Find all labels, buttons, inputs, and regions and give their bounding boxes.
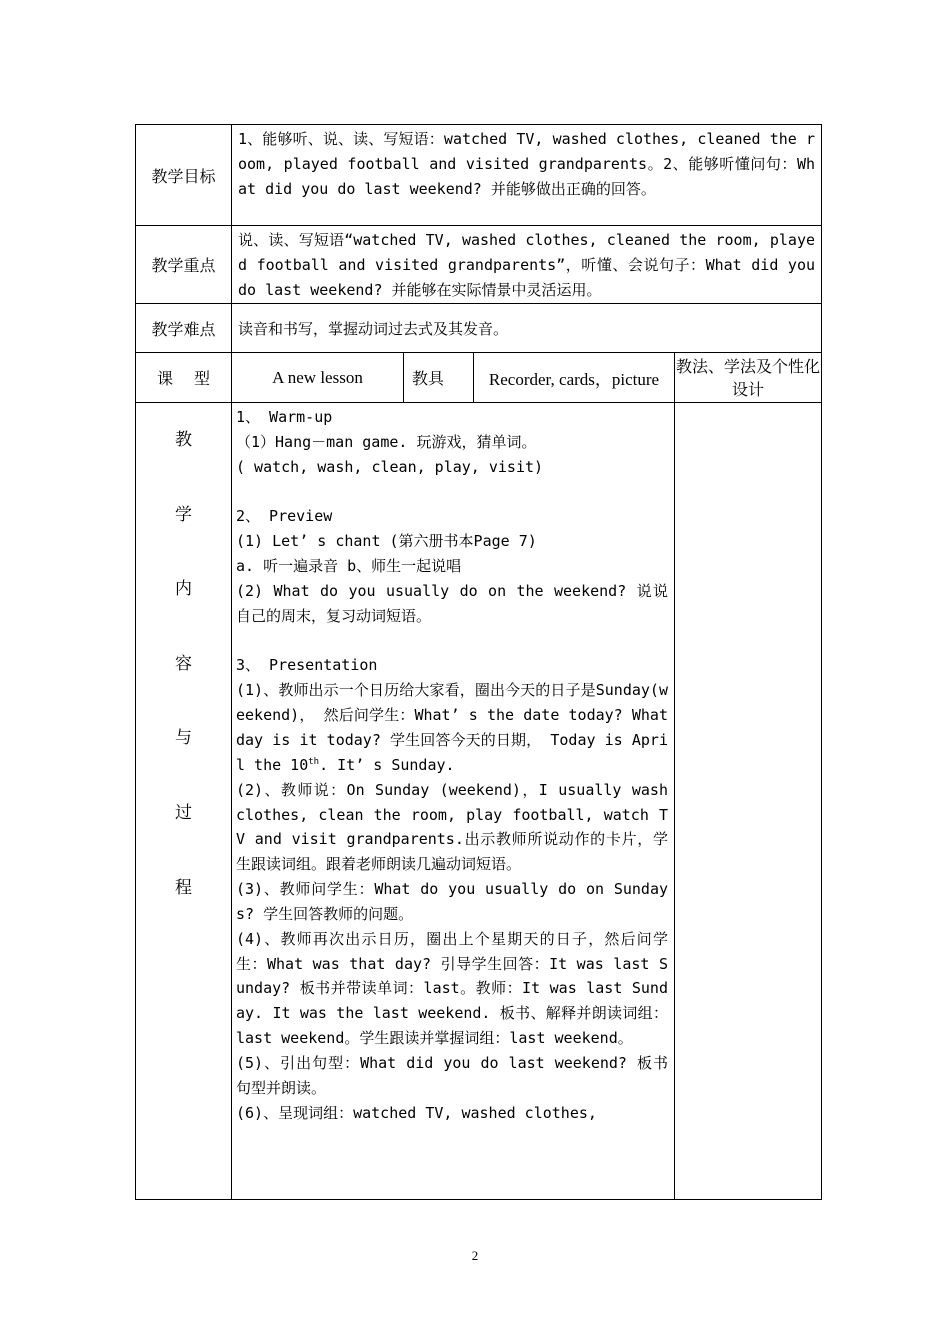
process-blank-line (236, 629, 668, 654)
difficulties-text: 读音和书写，掌握动词过去式及其发音。 (232, 304, 822, 353)
process-line: 1、 Warm-up (236, 408, 333, 426)
process-line: 2、 Preview (236, 507, 333, 526)
ordinal-suffix: th (308, 756, 320, 767)
process-line: （1）Hang－man game. 玩游戏，猜单词。 (236, 432, 537, 451)
process-content (232, 403, 675, 1200)
lesson-type-value: A new lesson (232, 353, 404, 403)
process-line: (4)、教师再次出示日历，圈出上个星期天的日子，然后问学生：What was that day? 引导学生回答：It was last Sunday? 板书并带读单词：last。教师：It was last Sunday. It was the last weekend. 板书、解释并朗读词组：last weekend。学生跟读并掌握词组：last weekend。 (236, 929, 668, 1048)
process-line: (3)、教师问学生：What do you usually do on Sundays? 学生回答教师的问题。 (236, 880, 668, 923)
difficulties-label: 教学难点 (136, 304, 232, 353)
methods-header: 教法、学法及个性化设计 (675, 353, 822, 403)
teaching-tools-value: Recorder, cards，picture (474, 353, 675, 403)
process-label-char: 过 (175, 802, 192, 823)
teaching-tools-label: 教具 (404, 353, 474, 403)
page-number: 2 (471, 1248, 479, 1263)
process-label-char: 内 (175, 579, 192, 600)
methods-column (675, 403, 822, 1200)
goals-label: 教学目标 (136, 125, 232, 226)
goals-text: 1、能够听、说、读、写短语：watched TV, washed clothes, cleaned the room, played football and visited grandparents。2、能够听懂问句：What did you do last weekend? 并能够做出正确的回答。 (232, 125, 822, 226)
process-line: (2)、教师说：On Sunday (weekend)，I usually wash clothes, clean the room, play football, watch TV and visit grandparents.出示教师所说动作的卡片，学生跟读词组。跟着老师朗读几遍动词短语。 (236, 780, 668, 874)
process-line: (1) Let’ s chant (第六册书本Page 7) (236, 532, 537, 551)
lesson-type-row (136, 353, 822, 403)
goals-row (136, 125, 822, 226)
difficulties-row (136, 304, 822, 353)
lesson-type-label: 课 型 (136, 353, 232, 403)
process-blank-line (236, 480, 668, 505)
calendar-step-text: (1)、教师出示一个日历给大家看，圈出今天的日子是Sunday(weekend)， 然后问学生：What’ s the date today? What day is it today? 学生回答今天的日期， Today is April the 10 (236, 681, 668, 774)
process-line: (2) What do you usually do on the weekend? 说说自己的周末，复习动词短语。 (236, 581, 668, 625)
process-line: a. 听一遍录音 b、师生一起说唱 (236, 557, 462, 576)
process-label-char: 教 (175, 430, 192, 450)
process-label-char: 与 (175, 728, 192, 749)
process-label-char: 容 (175, 653, 192, 674)
process-line: 3、 Presentation (236, 656, 378, 675)
key-points-label: 教学重点 (136, 226, 232, 304)
calendar-step-tail: . It’ s Sunday. (319, 755, 455, 774)
process-label-char: 程 (175, 877, 192, 898)
process-label (136, 403, 232, 1200)
process-line: (6)、呈现词组：watched TV, washed clothes, (236, 1103, 597, 1122)
process-line: (5)、引出句型：What did you do last weekend? 板书句型并朗读。 (236, 1053, 668, 1097)
key-points-text: 说、读、写短语“watched TV, washed clothes, cleaned the room, played football and visited grandparents”，听懂、会说句子：What did you do last weekend? 并能够在实际情景中灵活运用。 (232, 226, 822, 304)
process-line (236, 678, 668, 777)
lesson-plan-table (135, 124, 822, 1200)
process-row (136, 403, 822, 1200)
process-line: ( watch, wash, clean, play, visit) (236, 457, 544, 476)
key-points-row (136, 226, 822, 304)
process-label-char: 学 (175, 504, 192, 525)
